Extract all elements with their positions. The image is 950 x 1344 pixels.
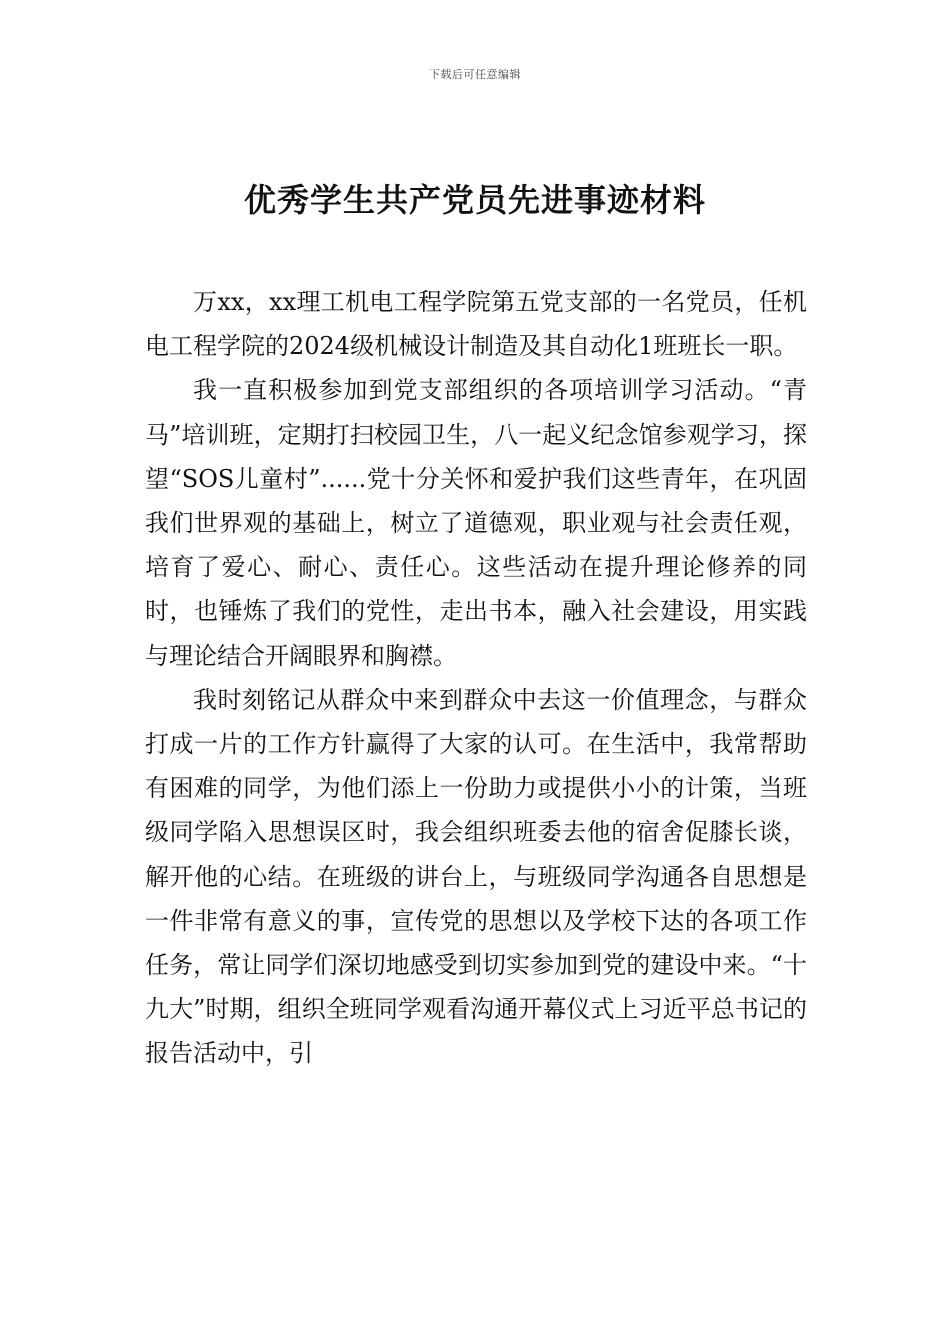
paragraph-1: 万xx，xx理工机电工程学院第五党支部的一名党员，任机电工程学院的2024级机械设计制造及其自动化1班班长一职。 [145,288,807,361]
document-body [145,280,807,1076]
paragraph-3: 我时刻铭记从群众中来到群众中去这一价值理念，与群众打成一片的工作方针赢得了大家的认可。在生活中，我常帮助有困难的同学，为他们添上一份助力或提供小小的计策，当班级同学陷入思想误区时，我会组织班委去他的宿舍促膝长谈，解开他的心结。在班级的讲台上，与班级同学沟通各自思想是一件非常有意义的事，宣传党的思想以及学校下达的各项工作任务，常让同学们深切地感受到切实参加到党的建设中来。“十九大”时期，组织全班同学观看沟通开幕仪式上习近平总书记的报告活动中，引 [145,685,807,1068]
paragraph-2: 我一直积极参加到党支部组织的各项培训学习活动。“青马”培训班，定期打扫校园卫生，八一起义纪念馆参观学习，探望“SOS儿童村”......党十分关怀和爱护我们这些青年，在巩固我们世界观的基础上，树立了道德观，职业观与社会责任观，培育了爱心、耐心、责任心。这些活动在提升理论修养的同时，也锤炼了我们的党性，走出书本，融入社会建设，用实践与理论结合开阔眼界和胸襟。 [145,376,807,670]
header-note: 下载后可任意编辑 [429,68,521,81]
document-title: 优秀学生共产党员先进事迹材料 [243,181,706,219]
